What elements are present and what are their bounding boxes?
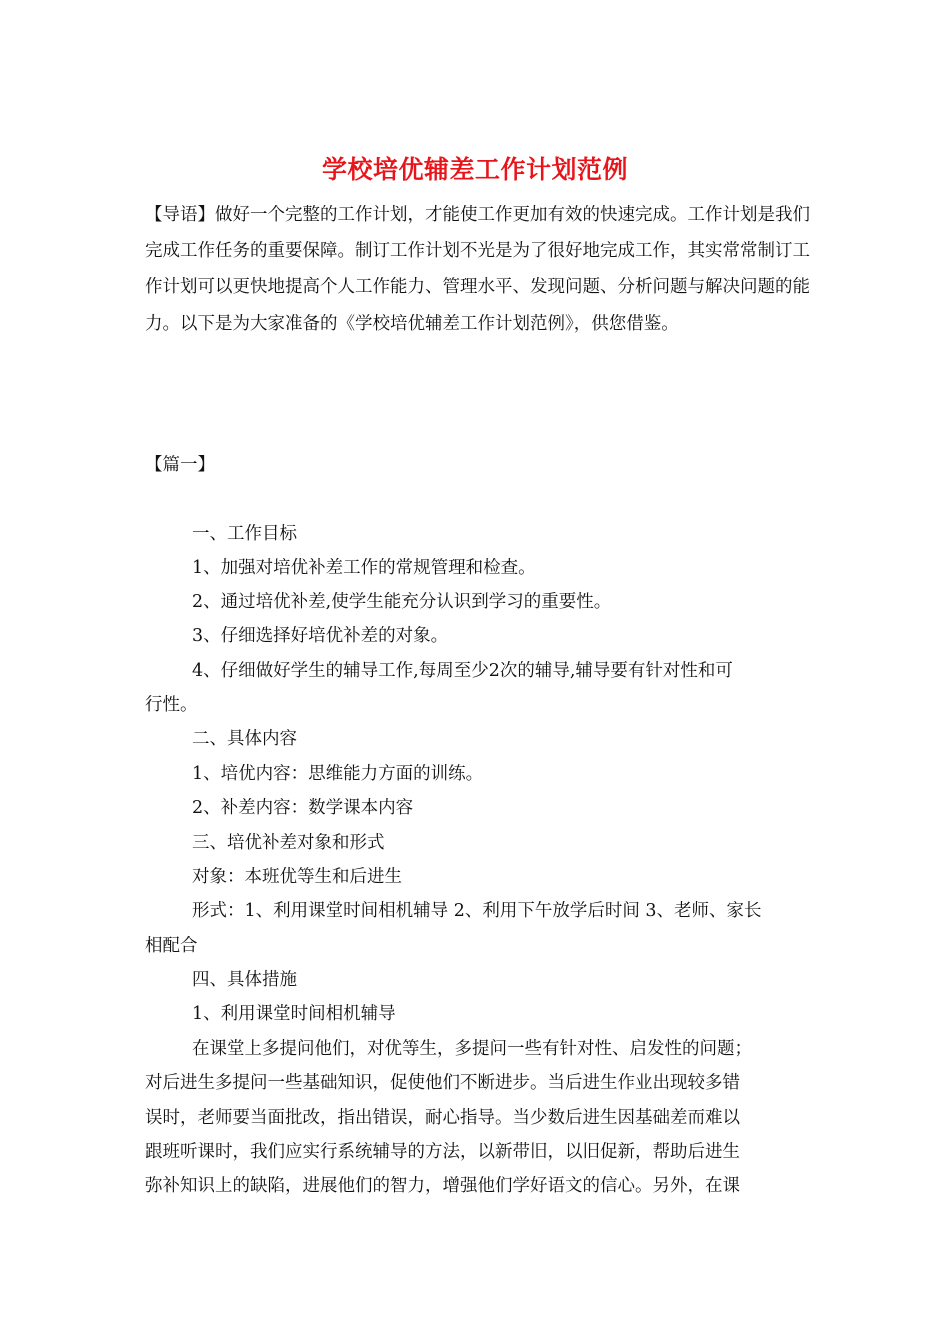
intro-paragraph: 【导语】做好一个完整的工作计划，才能使工作更加有效的快速完成。工作计划是我们完成工作任务的重要保障。制订工作计划不光是为了很好地完成工作，其实常常制订工作计划可以更快地提高个人工作能力、管理水平、发现问题、分析问题与解决问题的能力。以下是为大家准备的《学校培优辅差工作计划范例》，供您借鉴。 — [145, 205, 810, 334]
body-paragraph-line: 跟班听课时，我们应实行系统辅导的方法，以新带旧，以旧促新，帮助后进生 — [145, 1142, 740, 1162]
goal-item-3: 3、仔细选择好培优补差的对象。 — [192, 626, 449, 646]
goal-item-1: 1、加强对培优补差工作的常规管理和检查。 — [192, 558, 536, 578]
body-paragraph-line: 在课堂上多提问他们，对优等生，多提问一些有针对性、启发性的问题； — [192, 1039, 752, 1059]
body-paragraph-line: 弥补知识上的缺陷，进展他们的智力，增强他们学好语文的信心。另外，在课 — [145, 1176, 740, 1196]
body-paragraph-line: 误时，老师要当面批改，指出错误，耐心指导。当少数后进生因基础差而难以 — [145, 1108, 740, 1128]
forms-line-cont: 相配合 — [145, 936, 198, 956]
goal-item-4: 4、仔细做好学生的辅导工作,每周至少2次的辅导,辅导要有针对性和可 — [192, 661, 733, 681]
section-label: 【篇一】 — [145, 455, 215, 475]
body-paragraph-line: 对后进生多提问一些基础知识，促使他们不断进步。当后进生作业出现较多错 — [145, 1073, 740, 1093]
goal-item-2: 2、通过培优补差,使学生能充分认识到学习的重要性。 — [192, 592, 612, 612]
heading-measures: 四、具体措施 — [192, 970, 297, 990]
document-title: 学校培优辅差工作计划范例 — [321, 155, 628, 184]
heading-content: 二、具体内容 — [192, 729, 297, 749]
measure-item-1: 1、利用课堂时间相机辅导 — [192, 1004, 396, 1024]
forms-line: 形式：1、利用课堂时间相机辅导 2、利用下午放学后时间 3、老师、家长 — [192, 901, 762, 921]
targets-line: 对象：本班优等生和后进生 — [192, 867, 402, 887]
content-item-1: 1、培优内容：思维能力方面的训练。 — [192, 764, 484, 784]
content-item-2: 2、补差内容：数学课本内容 — [192, 798, 414, 818]
heading-work-goals: 一、工作目标 — [192, 524, 297, 544]
goal-item-4-cont: 行性。 — [145, 695, 198, 715]
heading-targets-forms: 三、培优补差对象和形式 — [192, 833, 385, 853]
